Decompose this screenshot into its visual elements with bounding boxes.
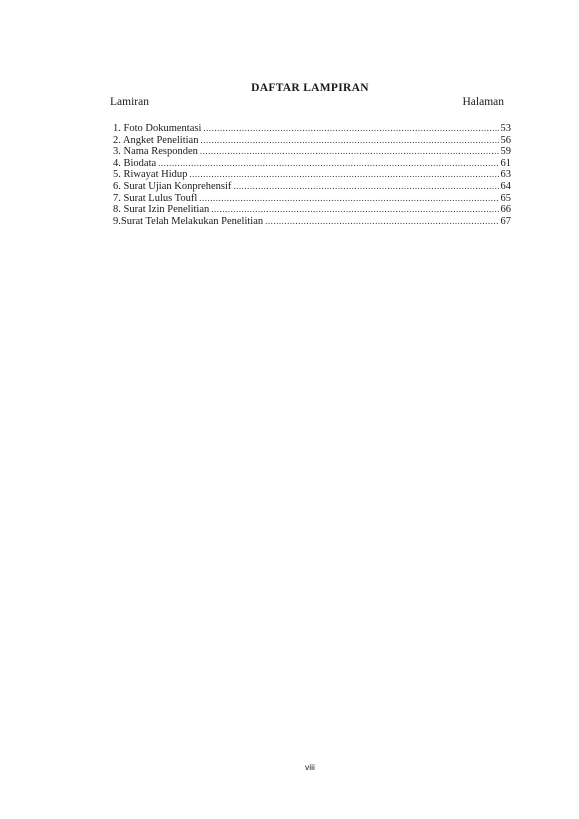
dot-leader (203, 123, 498, 135)
column-header-page: Halaman (462, 96, 504, 108)
entry-label: 6. Surat Ujian Konprehensif (113, 180, 232, 192)
entry-label: 4. Biodata (113, 157, 157, 169)
dot-leader (158, 158, 498, 170)
entry-label: 5. Riwayat Hidup (113, 169, 188, 181)
entry-label: 2. Angket Penelitian (113, 134, 199, 146)
page-number-footer: viii (305, 762, 315, 772)
entry-page-number: 63 (500, 169, 511, 181)
list-item (113, 216, 511, 228)
dot-leader (233, 181, 498, 193)
dot-leader (199, 193, 498, 205)
list-item (113, 123, 511, 135)
dot-leader (265, 216, 498, 228)
list-item (113, 193, 511, 205)
entry-label: 3. Nama Responden (113, 146, 198, 158)
entry-page-number: 65 (500, 192, 511, 204)
list-item (113, 158, 511, 170)
entry-label: 1. Foto Dokumentasi (113, 123, 202, 134)
list-item (113, 169, 511, 181)
entry-label: 9.Surat Telah Melakukan Penelitian (113, 215, 264, 227)
entry-page-number: 61 (500, 157, 511, 169)
list-item (113, 135, 511, 147)
entry-page-number: 67 (500, 215, 511, 227)
dot-leader (200, 146, 499, 158)
entry-page-number: 66 (500, 204, 511, 216)
column-header-attachment: Lamiran (110, 96, 149, 108)
page-title: DAFTAR LAMPIRAN (251, 82, 369, 94)
dot-leader (189, 169, 498, 181)
entry-page-number: 56 (500, 134, 511, 146)
entry-page-number: 64 (500, 180, 511, 192)
entry-page-number: 59 (500, 146, 511, 158)
dot-leader (211, 204, 498, 216)
dot-leader (200, 135, 498, 147)
list-item (113, 204, 511, 216)
entry-label: 8. Surat Izin Penelitian (113, 204, 210, 216)
list-item (113, 181, 511, 193)
entry-label: 7. Surat Lulus Toufl (113, 192, 198, 204)
entry-page-number: 53 (500, 123, 511, 134)
attachment-list (113, 123, 511, 227)
list-item (113, 146, 511, 158)
